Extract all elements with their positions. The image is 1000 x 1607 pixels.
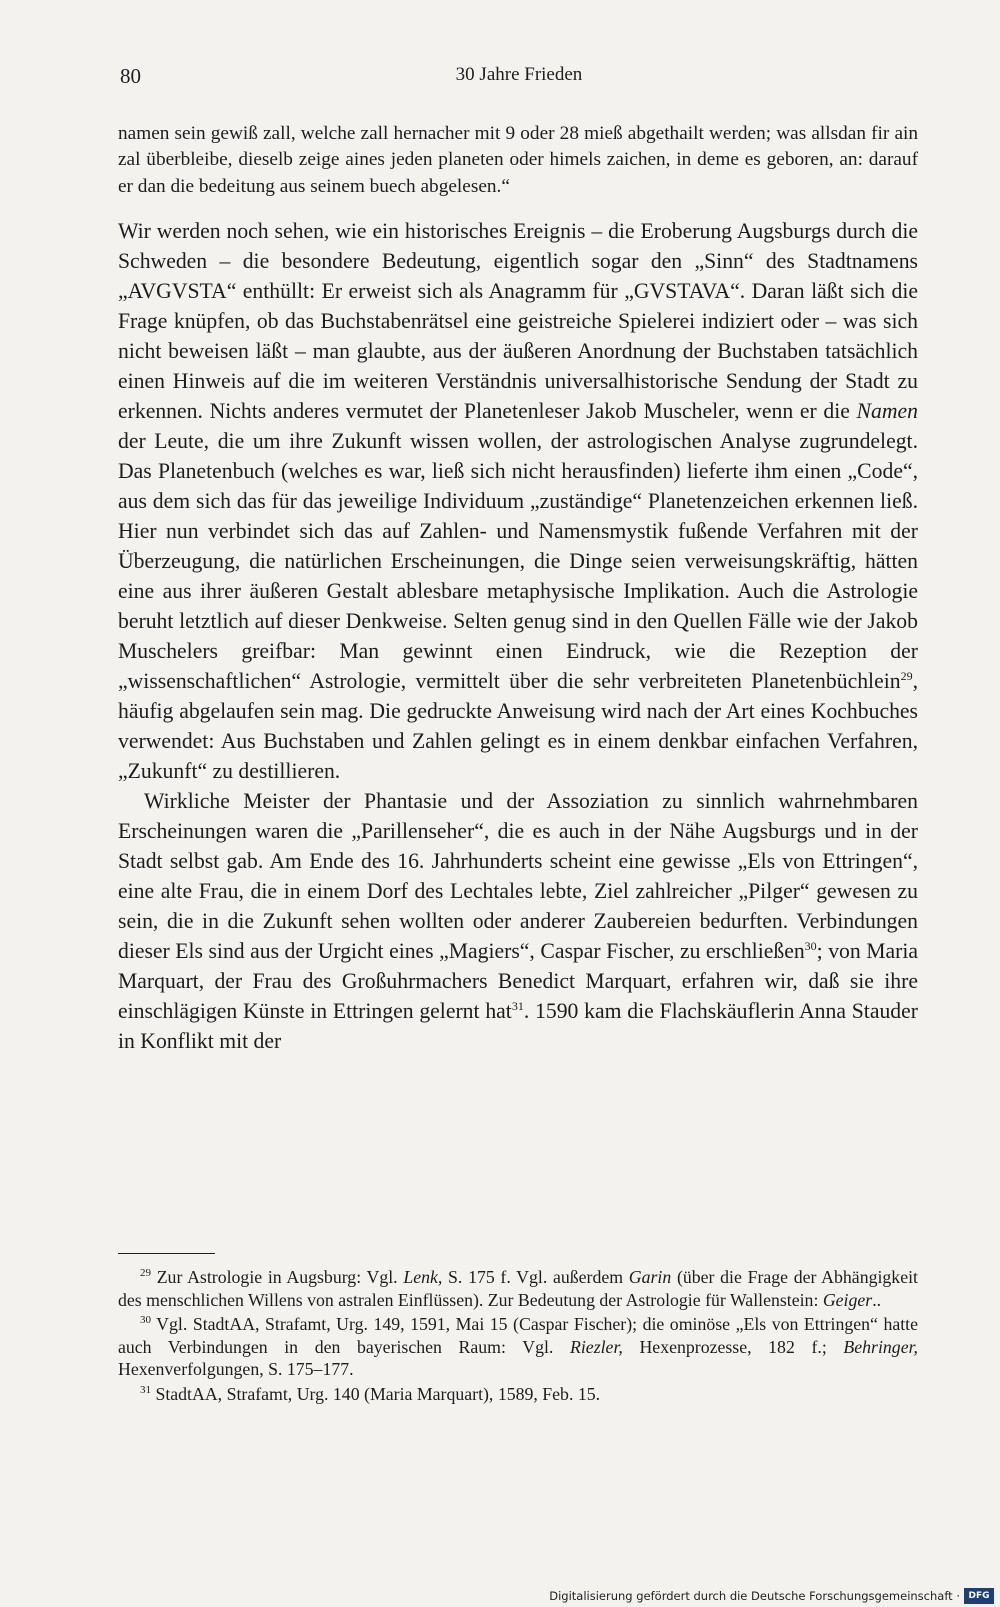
digitization-credit: Digitalisierung gefördert durch die Deutsche Forschungsgemeinschaft · [549, 1589, 960, 1603]
body-paragraph-1 [118, 216, 918, 786]
running-header [120, 64, 918, 92]
text-run: der Leute, die um ihre Zukunft wissen wollen, der astrologischen Analyse zugrundelegt. Das Planetenbuch (welches es war, ließ sich nicht herausfinden) lieferte ihm einen „Code“, aus dem sich das für das jeweilige Individuum „zuständige“ Planetenzeichen erkennen ließ. Hier nun verbindet sich das auf Zahlen- und Namensmystik fußende Verfahren mit der Überzeugung, die natürlichen Erscheinungen, die Dinge seien verweisungskräftig, hätten eine aus ihrer äußeren Gestalt ablesbare metaphysische Implikation. Auch die Astrologie beruht letztlich auf dieser Denkweise. Selten genug sind in den Quellen Fälle wie der Jakob Muschelers greifbar: Man gewinnt einen Eindruck, wie die Rezeption der „wissenschaftlichen“ Astrologie, vermittelt über die sehr verbreiteten Planetenbüchlein [118, 429, 918, 694]
footnote-29 [118, 1266, 918, 1311]
italic-text: Behringer, [843, 1336, 918, 1357]
body-text [118, 121, 918, 1056]
running-title: 30 Jahre Frieden [455, 64, 583, 85]
text-run: namen sein gewiß zall, welche zall hernacher mit 9 oder 28 mieß abgethailt werden; was allsdan fir ain zal überbleibe, dieselb zeige aines jeden planeten oder himels zaichen, in deme es geboren, an: darauf er dan die bedeitung aus seinem buech abgelesen.“ [118, 123, 918, 197]
italic-text: Garin [628, 1267, 672, 1287]
text-run: , häufig abgelaufen sein mag. Die gedruckte Anweisung wird nach der Art eines Kochbuches verwendet: Aus Buchstaben und Zahlen gelingt es in einem denkbar einfachen Verfahren, „Zukunft“ zu destillieren. [118, 669, 918, 784]
footnote-ref: 30 [804, 938, 817, 953]
text-run: (über die Frage der Abhängigkeit des menschlichen Willens von astralen Einflüssen). Zur Bedeutung der Astrologie für Wallenstein: [118, 1267, 918, 1310]
text-run: S. 175 f. Vgl. außerdem [442, 1267, 629, 1287]
text-run: Wir werden noch sehen, wie ein historisches Ereignis – die Eroberung Augsburgs durch die Schweden – die besondere Bedeutung, eigentlich sogar den „Sinn“ des Stadtnamens „AVGVSTA“ enthüllt: Er erweist sich als Anagramm für „GVSTAVA“. Daran läßt sich die Frage knüpfen, ob das Buchstabenrätsel eine geistreiche Spielerei indiziert oder – was sich nicht beweisen läßt – man glaubte, aus der äußeren Anordnung der Buchstaben tatsächlich einen Hinweis auf die im weiteren Verständnis universalhistorische Sendung der Stadt zu erkennen. Nichts anderes vermutet der Planetenleser Jakob Muscheler, wenn er die [118, 219, 918, 424]
footnote-ref: 29 [140, 1267, 151, 1280]
text-run: .. [872, 1289, 882, 1310]
footnote-30 [118, 1313, 918, 1381]
text-run: Wirkliche Meister der Phantasie und der Assoziation zu sinnlich wahrnehmbaren Erscheinungen waren die „Parillenseher“, die es auch in der Nähe Augsburgs und in der Stadt selbst gab. Am Ende des 16. Jahrhunderts scheint eine gewisse „Els von Ettringen“, eine alte Frau, die in einem Dorf des Lechtales lebte, Ziel zahlreicher „Pilger“ gewesen zu sein, die in die Zukunft sehen wollten oder anderer Zaubereien bedurften. Verbindungen dieser Els sind aus der Urgicht eines „Magiers“, Caspar Fischer, zu erschließen [118, 789, 918, 964]
footnote-31 [118, 1383, 918, 1406]
text-run: Vgl. StadtAA, Strafamt, Urg. 149, 1591, Mai 15 (Caspar Fischer); die ominöse „Els von Ettringen“ hatte auch Verbindungen in den bayerischen Raum: Vgl. [118, 1314, 918, 1357]
footnote-ref: 29 [900, 668, 913, 683]
footnote-ref: 31 [511, 998, 524, 1013]
text-run: Zur Astrologie in Augsburg: Vgl. [151, 1267, 404, 1287]
text-run: ; von Maria Marquart, der Frau des Großuhrmachers Benedict Marquart, erfahren wir, daß sie ihre einschlägigen Künste in Ettringen gelernt hat [118, 939, 918, 1024]
dfg-logo: DFG [964, 1588, 994, 1604]
italic-text: Namen [856, 399, 918, 424]
text-run: . 1590 kam die Flachskäuflerin Anna Stauder in Konflikt mit der [118, 999, 918, 1054]
body-paragraph-2 [118, 786, 918, 1056]
footnote-rule [118, 1253, 215, 1254]
italic-text: Riezler, [570, 1336, 623, 1357]
text-run: Hexenprozesse, 182 f.; [622, 1336, 844, 1357]
page-number: 80 [120, 64, 141, 88]
footnotes [118, 1266, 918, 1407]
italic-text: Lenk, [403, 1267, 443, 1287]
text-run: StadtAA, Strafamt, Urg. 140 (Maria Marquart), 1589, Feb. 15. [151, 1383, 601, 1404]
quote-paragraph [118, 121, 918, 200]
text-run: Hexenverfolgungen, S. 175–177. [118, 1359, 354, 1379]
footnote-ref: 30 [140, 1314, 151, 1327]
footnote-ref: 31 [140, 1383, 151, 1396]
italic-text: Geiger [822, 1289, 873, 1310]
